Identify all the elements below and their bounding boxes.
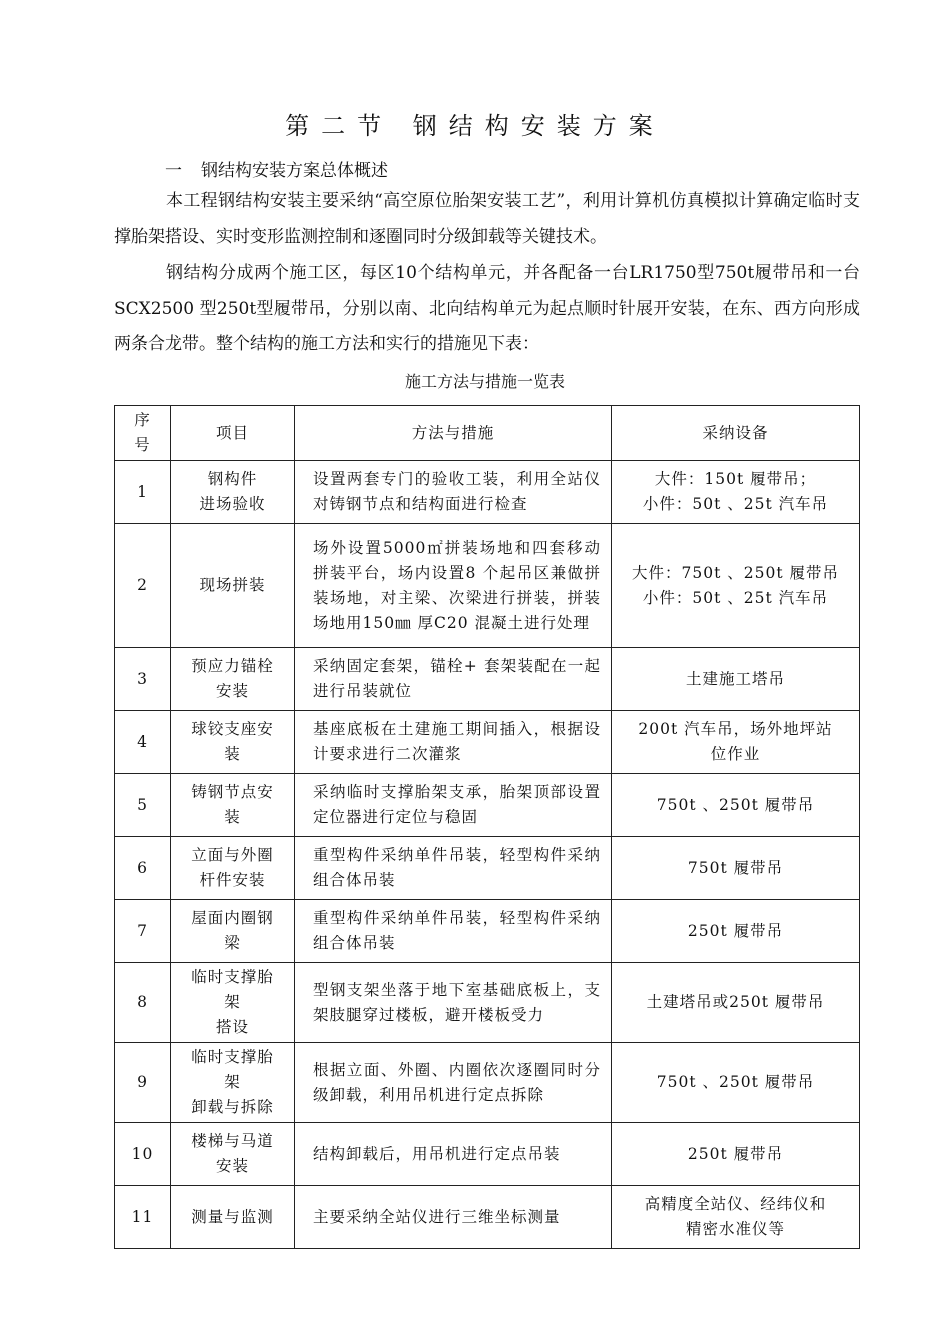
cell-item bbox=[171, 963, 295, 1043]
construction-methods-table bbox=[114, 405, 860, 1249]
cell-item bbox=[171, 774, 295, 837]
section-heading bbox=[165, 156, 388, 181]
table-header-row bbox=[115, 406, 860, 461]
cell-equipment-line: 250t 履带吊 bbox=[687, 1144, 784, 1163]
table-row bbox=[115, 1123, 860, 1186]
cell-equipment bbox=[612, 963, 860, 1043]
cell-seq: 1 bbox=[115, 461, 171, 524]
header-equipment: 采纳设备 bbox=[612, 406, 860, 461]
cell-equipment bbox=[612, 461, 860, 524]
cell-item-line: 架 bbox=[224, 993, 241, 1011]
table-row bbox=[115, 1043, 860, 1123]
cell-method: 型钢支架坐落于地下室基础底板上，支架肢腿穿过楼板，避开楼板受力 bbox=[295, 963, 612, 1043]
cell-item-line: 进场验收 bbox=[199, 495, 266, 513]
cell-item-line: 球铰支座安 bbox=[191, 720, 274, 738]
paragraph-intro: 本工程钢结构安装主要采纳“高空原位胎架安装工艺”，利用计算机仿真模拟计算确定临时支撑胎架搭设、实时变形监测控制和逐圈同时分级卸载等关键技术。 bbox=[114, 191, 860, 247]
cell-seq: 7 bbox=[115, 900, 171, 963]
cell-item-line: 铸钢节点安 bbox=[191, 783, 274, 801]
cell-item-line: 搭设 bbox=[215, 1018, 249, 1036]
header-method: 方法与措施 bbox=[295, 406, 612, 461]
cell-equipment bbox=[612, 1043, 860, 1123]
cell-item-line: 卸载与拆除 bbox=[191, 1098, 274, 1116]
cell-equipment-line: 750t 履带吊 bbox=[687, 858, 784, 877]
cell-seq: 8 bbox=[115, 963, 171, 1043]
section-number: 一 bbox=[165, 161, 182, 181]
table-row bbox=[115, 648, 860, 711]
cell-method: 主要采纳全站仪进行三维坐标测量 bbox=[295, 1186, 612, 1249]
cell-item bbox=[171, 1043, 295, 1123]
table-row bbox=[115, 837, 860, 900]
cell-seq: 3 bbox=[115, 648, 171, 711]
cell-equipment bbox=[612, 524, 860, 648]
cell-seq: 6 bbox=[115, 837, 171, 900]
cell-equipment-line: 250t 履带吊 bbox=[687, 921, 784, 940]
cell-equipment-line: 750t 、250t 履带吊 bbox=[656, 1073, 815, 1091]
cell-item-line: 安装 bbox=[215, 1157, 249, 1175]
table-caption: 施工方法与措施一览表 bbox=[404, 372, 565, 391]
cell-item-line: 立面与外圈 bbox=[191, 846, 274, 864]
cell-item-line: 屋面内圈钢 bbox=[191, 909, 274, 927]
cell-item-line: 杆件安装 bbox=[199, 871, 266, 889]
cell-equipment bbox=[612, 837, 860, 900]
cell-item-line: 楼梯与马道 bbox=[191, 1132, 274, 1150]
cell-equipment-line: 750t 、250t 履带吊 bbox=[656, 795, 815, 814]
cell-method: 根据立面、外圈、内圈依次逐圈同时分级卸载，利用吊机进行定点拆除 bbox=[295, 1043, 612, 1123]
paragraph-zones: 钢结构分成两个施工区，每区10个结构单元，并各配备一台LR1750型750t履带吊和一台SCX2500 型250t型履带吊，分别以南、北向结构单元为起点顺时针展开安装，在东、西方向形成两条合龙带。整个结构的施工方法和实行的措施见下表： bbox=[114, 263, 860, 354]
cell-item-line: 梁 bbox=[224, 934, 241, 952]
cell-seq: 5 bbox=[115, 774, 171, 837]
cell-equipment-line: 大件：750t 、250t 履带吊 bbox=[632, 563, 839, 582]
table-row bbox=[115, 900, 860, 963]
cell-method: 结构卸载后，用吊机进行定点吊装 bbox=[295, 1123, 612, 1186]
table-row bbox=[115, 774, 860, 837]
cell-equipment-line: 精密水准仪等 bbox=[685, 1220, 785, 1238]
cell-item-line: 预应力锚栓 bbox=[191, 657, 274, 675]
cell-equipment-line: 小件：50t 、25t 汽车吊 bbox=[642, 588, 829, 607]
cell-equipment-line: 200t 汽车吊，场外地坪站 bbox=[638, 720, 833, 738]
cell-item bbox=[171, 461, 295, 524]
cell-item bbox=[171, 711, 295, 774]
cell-item bbox=[171, 837, 295, 900]
cell-method: 基座底板在土建施工期间插入，根据设计要求进行二次灌浆 bbox=[295, 711, 612, 774]
page-title: 第二节 钢结构安装方案 bbox=[285, 112, 665, 140]
cell-equipment-line: 小件：50t 、25t 汽车吊 bbox=[642, 495, 829, 513]
cell-equipment bbox=[612, 900, 860, 963]
cell-item-line: 钢构件 bbox=[207, 470, 258, 488]
cell-item-line: 安装 bbox=[215, 682, 249, 700]
cell-item-line: 装 bbox=[224, 808, 241, 826]
header-seq: 序号 bbox=[115, 406, 171, 461]
cell-seq: 4 bbox=[115, 711, 171, 774]
cell-equipment bbox=[612, 711, 860, 774]
cell-method: 重型构件采纳单件吊装，轻型构件采纳组合体吊装 bbox=[295, 837, 612, 900]
cell-item-line: 测量与监测 bbox=[191, 1207, 274, 1226]
cell-item-line: 临时支撑胎 bbox=[191, 1048, 274, 1066]
section-heading-text: 钢结构安装方案总体概述 bbox=[201, 161, 388, 181]
cell-equipment bbox=[612, 648, 860, 711]
cell-item bbox=[171, 1123, 295, 1186]
cell-equipment-line: 土建施工塔吊 bbox=[685, 669, 785, 688]
table-row bbox=[115, 963, 860, 1043]
table-row bbox=[115, 461, 860, 524]
cell-item bbox=[171, 524, 295, 648]
cell-item-line: 架 bbox=[224, 1073, 241, 1091]
cell-equipment bbox=[612, 1123, 860, 1186]
cell-equipment-line: 位作业 bbox=[710, 745, 761, 763]
cell-item-line: 现场拼装 bbox=[199, 576, 266, 594]
cell-item bbox=[171, 900, 295, 963]
cell-item-line: 临时支撑胎 bbox=[191, 968, 274, 986]
cell-equipment bbox=[612, 774, 860, 837]
cell-seq: 9 bbox=[115, 1043, 171, 1123]
cell-method: 场外设置5000㎡拼装场地和四套移动拼装平台，场内设置8 个起吊区兼做拼装场地，对主梁、次梁进行拼装，拼装场地用150㎜ 厚C20 混凝土进行处理 bbox=[295, 524, 612, 648]
cell-method: 采纳固定套架，锚栓+ 套架装配在一起进行吊装就位 bbox=[295, 648, 612, 711]
cell-item bbox=[171, 1186, 295, 1249]
cell-equipment-line: 高精度全站仪、经纬仪和 bbox=[644, 1195, 827, 1213]
cell-method: 采纳临时支撑胎架支承，胎架顶部设置定位器进行定位与稳固 bbox=[295, 774, 612, 837]
cell-item bbox=[171, 648, 295, 711]
cell-method: 重型构件采纳单件吊装，轻型构件采纳组合体吊装 bbox=[295, 900, 612, 963]
cell-seq: 2 bbox=[115, 524, 171, 648]
cell-seq: 11 bbox=[115, 1186, 171, 1249]
table-row bbox=[115, 524, 860, 648]
cell-equipment-line: 土建塔吊或250t 履带吊 bbox=[646, 993, 825, 1011]
cell-equipment-line: 大件：150t 履带吊； bbox=[654, 470, 817, 488]
cell-item-line: 装 bbox=[224, 745, 241, 763]
header-item: 项目 bbox=[171, 406, 295, 461]
cell-equipment bbox=[612, 1186, 860, 1249]
table-row bbox=[115, 1186, 860, 1249]
table-row bbox=[115, 711, 860, 774]
cell-seq: 10 bbox=[115, 1123, 171, 1186]
cell-method: 设置两套专门的验收工装，利用全站仪对铸钢节点和结构面进行检查 bbox=[295, 461, 612, 524]
